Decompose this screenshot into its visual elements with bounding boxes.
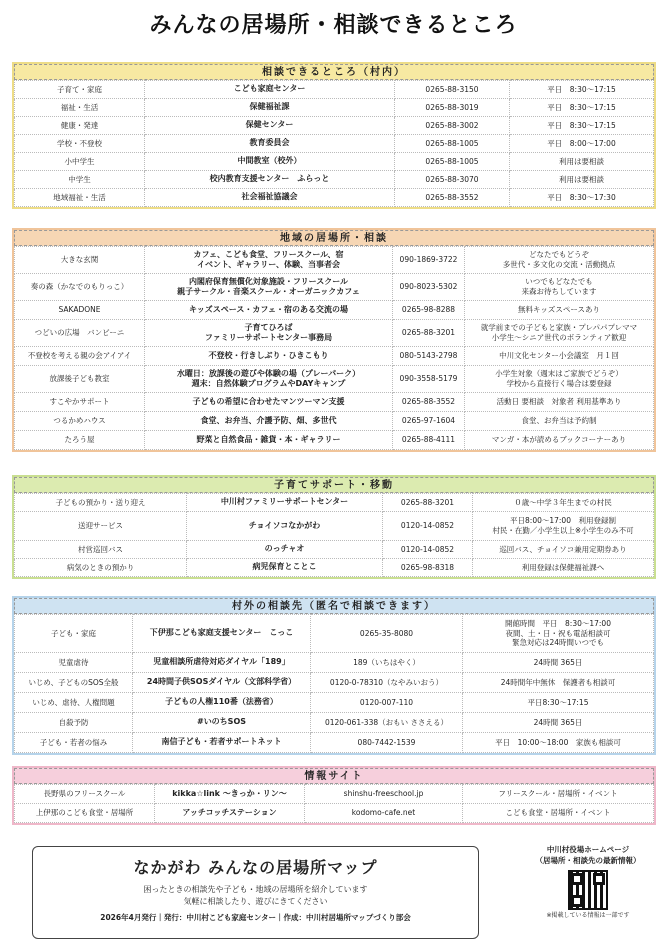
section-childcare-support <box>12 475 656 579</box>
name-cell: 内閣府保育無償化対象施設・フリースクール 親子サークル・音楽スクール・オーガニックカフェ <box>145 274 393 301</box>
category-cell: 地域福祉・生活 <box>15 189 145 207</box>
category-cell: 小中学生 <box>15 153 145 171</box>
note-cell: 活動日 要相談 対象者 利用基準あり <box>465 393 654 412</box>
table-row <box>15 512 654 541</box>
section-title: 相談できるところ（村内） <box>14 64 654 80</box>
phone-cell: 0265-98-8318 <box>383 559 473 577</box>
phone-cell: 0265-88-3019 <box>395 99 510 117</box>
category-cell: 不登校を考える親の会アイアイ <box>15 347 145 366</box>
phone-cell: 0265-88-3201 <box>393 320 465 347</box>
phone-cell: 0120-007-110 <box>311 693 463 713</box>
table-row <box>15 301 654 320</box>
note-cell: 24時間年中無休 保護者も相談可 <box>463 673 654 693</box>
name-cell: 南信子ども・若者サポートネット <box>133 733 311 753</box>
homepage-label: 中川村役場ホームページ <box>546 845 630 854</box>
category-cell: つどいの広場 バンビーニ <box>15 320 145 347</box>
category-cell: 上伊那のこども食堂・居場所 <box>15 804 155 823</box>
table-row <box>15 393 654 412</box>
note-cell: 平日 8:30〜17:15 <box>510 117 654 135</box>
phone-cell: 0120-0-78310（なやみいおう） <box>311 673 463 693</box>
note-cell: 平日 8:30〜17:15 <box>510 81 654 99</box>
note-cell: 平日 8:30〜17:30 <box>510 189 654 207</box>
note-cell: 平日8:30〜17:15 <box>463 693 654 713</box>
table-row <box>15 99 654 117</box>
section-title: 村外の相談先（匿名で相談できます） <box>14 598 654 614</box>
phone-cell: 080-7442-1539 <box>311 733 463 753</box>
name-cell: こども家庭センター <box>145 81 395 99</box>
category-cell: 健康・発達 <box>15 117 145 135</box>
table-row <box>15 713 654 733</box>
note-cell: 平日 8:00〜17:00 <box>510 135 654 153</box>
table-row <box>15 785 654 804</box>
table-row <box>15 247 654 274</box>
name-cell: 水曜日：放課後の遊びや体験の場（プレーパーク） 週末：自然体験プログラムやDAYキャンプ <box>145 366 393 393</box>
note-cell: 小学生対象（週末はご家族でどうぞ） 学校から直接行く場合は要登録 <box>465 366 654 393</box>
note-cell: 平日 10:00〜18:00 家族も相談可 <box>463 733 654 753</box>
section-local-places <box>12 228 656 452</box>
note-cell: 利用登録は保健福祉課へ <box>473 559 654 577</box>
name-cell: 下伊那こども家庭支援センター こっこ <box>133 615 311 653</box>
name-cell: キッズスペース・カフェ・宿のある交流の場 <box>145 301 393 320</box>
name-cell: 24時間子供SOSダイヤル（文部科学省） <box>133 673 311 693</box>
table-row <box>15 559 654 577</box>
category-cell: 福祉・生活 <box>15 99 145 117</box>
page-title: みんなの居場所・相談できるところ <box>149 13 518 38</box>
category-cell: すこやかサポート <box>15 393 145 412</box>
phone-cell: 0265-88-3070 <box>395 171 510 189</box>
category-cell: 放課後子ども教室 <box>15 366 145 393</box>
note-cell: マンガ・本が読めるブックコーナーあり <box>465 431 654 450</box>
phone-cell: 0265-88-1005 <box>395 135 510 153</box>
table-row <box>15 189 654 207</box>
note-cell: 利用は要相談 <box>510 171 654 189</box>
map-description <box>33 884 478 908</box>
map-desc-line: 困ったときの相談先や子ども・地域の居場所を紹介しています <box>143 885 368 894</box>
section-title: 地域の居場所・相談 <box>14 230 654 246</box>
name-cell: アッチコッチステーション <box>155 804 305 823</box>
name-cell: 児童相談所虐待対応ダイヤル「189」 <box>133 653 311 673</box>
category-cell: 大きな玄関 <box>15 247 145 274</box>
table-row <box>15 653 654 673</box>
category-cell: 子どもの預かり・送り迎え <box>15 494 187 512</box>
phone-cell: 0120-14-0852 <box>383 512 473 541</box>
name-cell: チョイソコなかがわ <box>187 512 383 541</box>
phone-cell: 080-5143-2798 <box>393 347 465 366</box>
category-cell: 送迎サービス <box>15 512 187 541</box>
name-cell: 病児保育とことこ <box>187 559 383 577</box>
table-row <box>15 320 654 347</box>
note-cell: どなたでもどうぞ 多世代・多文化の交流・活動拠点 <box>465 247 654 274</box>
table-row <box>15 733 654 753</box>
map-info-box <box>32 846 479 939</box>
name-cell: 食堂、お弁当、介護予防、畑、多世代 <box>145 412 393 431</box>
phone-cell: 0265-88-3552 <box>395 189 510 207</box>
category-cell: つるかめハウス <box>15 412 145 431</box>
phone-cell: 0120-061-338（おもい ささえる） <box>311 713 463 733</box>
note-cell: 平日 8:30〜17:15 <box>510 99 654 117</box>
phone-cell: 090-3558-5179 <box>393 366 465 393</box>
name-cell: 子どもの人権110番（法務省） <box>133 693 311 713</box>
outside-table <box>14 614 654 753</box>
category-cell: 子育て・家庭 <box>15 81 145 99</box>
category-cell: 学校・不登校 <box>15 135 145 153</box>
category-cell: たろう屋 <box>15 431 145 450</box>
name-cell: カフェ、こども食堂、フリースクール、宿 イベント、ギャラリー、体験、当事者会 <box>145 247 393 274</box>
map-title: なかがわ みんなの居場所マップ <box>133 858 378 877</box>
phone-cell: 0265-97-1604 <box>393 412 465 431</box>
category-cell: 病気のときの預かり <box>15 559 187 577</box>
section-title: 子育てサポート・移動 <box>14 477 654 493</box>
table-row <box>15 366 654 393</box>
note-cell: 就学前までの子どもと家族・プレパパプレママ 小学生〜シニア世代のボランティア歓迎 <box>465 320 654 347</box>
table-row <box>15 494 654 512</box>
map-desc-line: 気軽に相談したり、遊びにきてください <box>183 897 328 906</box>
category-cell: 子ども・家庭 <box>15 615 133 653</box>
table-row <box>15 693 654 713</box>
note-cell: いつでもどなたでも 来森お待ちしています <box>465 274 654 301</box>
section-info-sites <box>12 766 656 825</box>
section-village-consultation <box>12 62 656 209</box>
places-table <box>14 246 654 450</box>
note-cell: 中川文化センター小会議室 月１回 <box>465 347 654 366</box>
section-outside-consultation <box>12 596 656 755</box>
phone-cell: 0265-88-3552 <box>393 393 465 412</box>
note-cell: フリースクール・居場所・イベント <box>463 785 654 804</box>
phone-cell: shinshu-freeschool.jp <box>305 785 463 804</box>
phone-cell: 0265-88-3201 <box>383 494 473 512</box>
name-cell: 子育てひろば ファミリーサポートセンター事務局 <box>145 320 393 347</box>
note-cell: 開館時間 平日 8:30〜17:00 夜間、土・日・祝も電話相談可 緊急対応は24時間いつでも <box>463 615 654 653</box>
table-row <box>15 135 654 153</box>
table-row <box>15 347 654 366</box>
name-cell: のっチャオ <box>187 541 383 559</box>
phone-cell: 090-8023-5302 <box>393 274 465 301</box>
qr-code-icon[interactable] <box>568 870 608 910</box>
note-cell: 無料キッズスペースあり <box>465 301 654 320</box>
category-cell: いじめ、子どものSOS全般 <box>15 673 133 693</box>
phone-cell: 0265-88-4111 <box>393 431 465 450</box>
name-cell: 保健福祉課 <box>145 99 395 117</box>
category-cell: 子ども・若者の悩み <box>15 733 133 753</box>
phone-cell: 0265-88-1005 <box>395 153 510 171</box>
table-row <box>15 274 654 301</box>
name-cell: 中川村ファミリーサポートセンター <box>187 494 383 512</box>
phone-cell: 0265-35-8080 <box>311 615 463 653</box>
name-cell: 子どもの希望に合わせたマンツーマン支援 <box>145 393 393 412</box>
consultation-table <box>14 80 654 207</box>
table-row <box>15 804 654 823</box>
phone-cell: 0120-14-0852 <box>383 541 473 559</box>
table-row <box>15 81 654 99</box>
name-cell: 野菜と自然食品・雑貨・本・ギャラリー <box>145 431 393 450</box>
note-cell: 巡回バス、チョイソコ兼用定期券あり <box>473 541 654 559</box>
table-row <box>15 153 654 171</box>
table-row <box>15 117 654 135</box>
phone-cell: 090-1869-3722 <box>393 247 465 274</box>
name-cell: 教育委員会 <box>145 135 395 153</box>
section-title: 情報サイト <box>14 768 654 784</box>
table-row <box>15 541 654 559</box>
note-cell: 利用は要相談 <box>510 153 654 171</box>
category-cell: 長野県のフリースクール <box>15 785 155 804</box>
name-cell: 中間教室（校外） <box>145 153 395 171</box>
name-cell: 社会福祉協議会 <box>145 189 395 207</box>
category-cell: 中学生 <box>15 171 145 189</box>
table-row <box>15 673 654 693</box>
name-cell: 不登校・行きしぶり・ひきこもり <box>145 347 393 366</box>
note-cell: 平日8:00〜17:00 利用登録制 村民・在勤／小学生以上※小学生のみ不可 <box>473 512 654 541</box>
side-note: ※掲載している情報は一部です <box>546 912 630 919</box>
category-cell: 村営巡回バス <box>15 541 187 559</box>
table-row <box>15 412 654 431</box>
note-cell: 24時間 365日 <box>463 713 654 733</box>
support-table <box>14 493 654 577</box>
homepage-info <box>518 845 658 920</box>
category-cell: 奏の森（かなでのもりっこ） <box>15 274 145 301</box>
category-cell: SAKADONE <box>15 301 145 320</box>
name-cell: 保健センター <box>145 117 395 135</box>
sites-table <box>14 784 654 823</box>
name-cell: 校内教育支援センター ふらっと <box>145 171 395 189</box>
table-row <box>15 615 654 653</box>
category-cell: いじめ、虐待、人権問題 <box>15 693 133 713</box>
category-cell: 児童虐待 <box>15 653 133 673</box>
name-cell: #いのちSOS <box>133 713 311 733</box>
phone-cell: 0265-98-8288 <box>393 301 465 320</box>
name-cell: kikka☆link 〜きっか・リン〜 <box>155 785 305 804</box>
note-cell: 食堂、お弁当は予約制 <box>465 412 654 431</box>
phone-cell: 0265-88-3002 <box>395 117 510 135</box>
homepage-sublabel: （居場所・相談先の最新情報） <box>535 855 641 865</box>
map-footer: 2026年4月発行｜発行：中川村こども家庭センター｜作成：中川村居場所マップづくり部会 <box>100 913 411 922</box>
table-row <box>15 431 654 450</box>
phone-cell: kodomo-cafe.net <box>305 804 463 823</box>
table-row <box>15 171 654 189</box>
note-cell: 24時間 365日 <box>463 653 654 673</box>
phone-cell: 0265-88-3150 <box>395 81 510 99</box>
phone-cell: 189（いちはやく） <box>311 653 463 673</box>
note-cell: ０歳〜中学３年生までの村民 <box>473 494 654 512</box>
category-cell: 自殺予防 <box>15 713 133 733</box>
note-cell: こども食堂・居場所・イベント <box>463 804 654 823</box>
